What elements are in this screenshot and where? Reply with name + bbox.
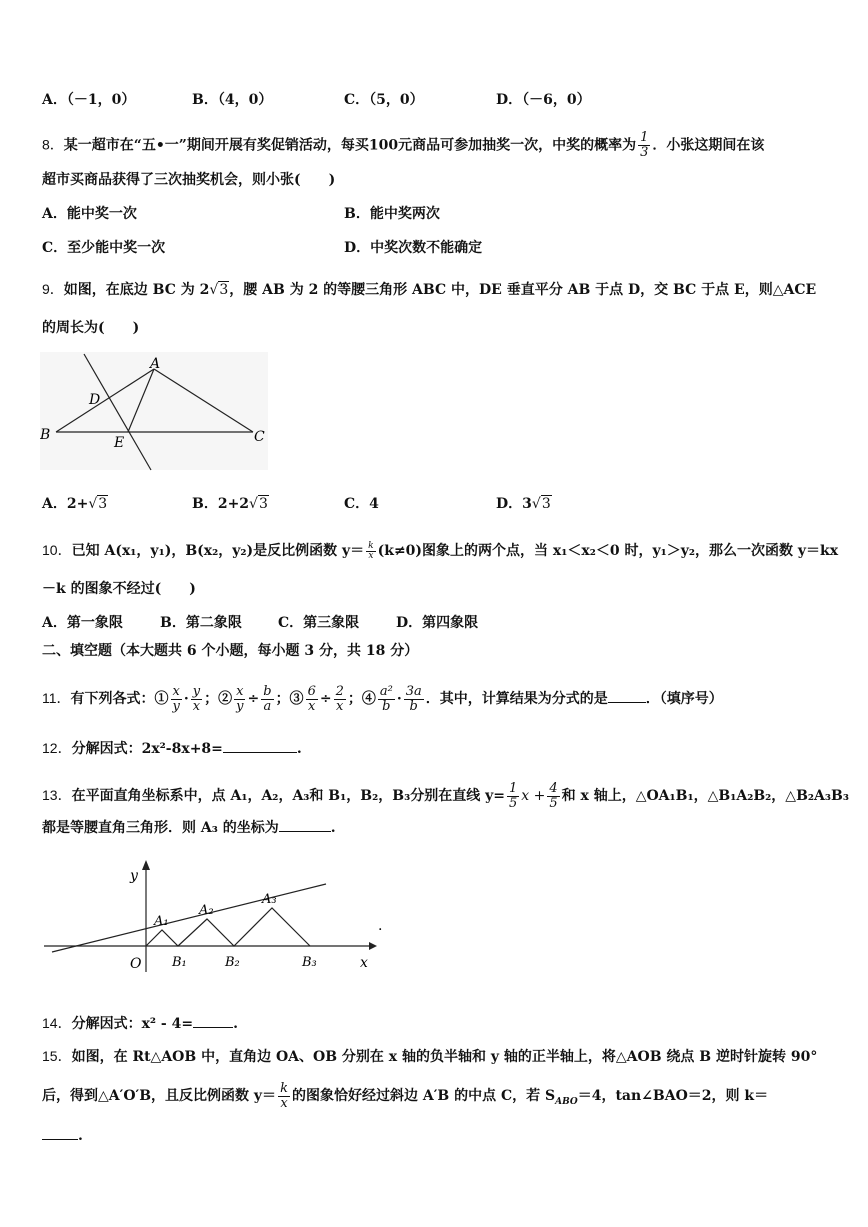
q12-number: 12． [42, 740, 72, 756]
q8-probability-fraction [638, 131, 650, 160]
q13-line1: 13．在平面直角坐标系中，点 A₁，A₂，A₃和 B₁，B₂，B₃分别在直线 y= $\frac{1}{5}$ x + $\frac{4}{5}$ 和 x 轴上，△OA₁B₁，△B₁A₂B₂，△B₂A₃B₃ [42, 780, 849, 811]
q9-option-c: C．4 [344, 496, 379, 512]
q9-label-b: B [40, 427, 51, 443]
q9-option-a: A．2+√3 [42, 496, 108, 512]
q10-text-b: ₁，y₁)，B(x₂，y₂)是反比例函数 y＝ [130, 543, 365, 559]
q10-option-c: C．第三象限 [278, 615, 360, 631]
q11-lead: 有下列各式：① [70, 691, 169, 707]
q9-line1 [42, 279, 816, 300]
q7-option-c: C．（5，0） [344, 92, 424, 108]
q14-answer-blank[interactable] [193, 1027, 233, 1028]
q10-line2: －k 的图象不经过( ) [42, 581, 196, 597]
q10-text-a: 已知 A(x [71, 543, 131, 559]
q10-option-b: B．第二象限 [160, 615, 242, 631]
q10-number: 10． [42, 542, 72, 558]
q8-number: 8． [42, 136, 64, 153]
q8-text: 某一超市在“五•一”期间开展有奖促销活动，每买100元商品可参加抽奖一次，中奖的概率为 [63, 137, 637, 154]
q9-label-a: A [150, 356, 161, 372]
q8-option-d: D．中奖次数不能确定 [344, 240, 483, 256]
q8-frac-den: 3 [640, 145, 649, 160]
q11-number: 11． [42, 690, 71, 706]
q13-label-x: x [360, 955, 368, 971]
q8-text-tail: ．小张这期间在该 [652, 137, 765, 154]
q13-line [52, 884, 326, 952]
q13-label-b1: B₁ [172, 955, 187, 970]
q12-line: 12．分解因式：2x²-8x+8= . [42, 740, 302, 757]
q15-text-line1: 如图，在 Rt△AOB 中，直角边 OA、OB 分别在 x 轴的负半轴和 y 轴的正半轴上，将△AOB 绕点 B 逆时针旋转 90° [71, 1049, 818, 1065]
q12-text: 分解因式：2x²-8x+8= [71, 741, 223, 757]
q9-text-a: 如图，在底边 BC 为 2 [63, 282, 210, 298]
q9-number: 9． [42, 281, 64, 297]
q13-text-a: 在平面直角坐标系中，点 A₁，A₂，A₃和 B₁，B₂，B₃分别在直线 y= [71, 788, 505, 804]
q9-text-b: ，腰 AB 为 2 的等腰三角形 ABC 中，DE 垂直平分 AB 于点 D，交 BC 于点 E，则△ACE [229, 282, 817, 298]
q9-label-d: D [89, 392, 101, 408]
q13-y-axis-arrow [142, 860, 150, 870]
q13-label-a2: A₂ [199, 903, 214, 918]
q12-answer-blank[interactable] [223, 752, 297, 753]
q15-line1 [42, 1046, 817, 1067]
q9-option-d: D．3√3 [496, 496, 551, 512]
q13-x-axis-arrow [369, 942, 377, 950]
q9-label-e: E [114, 435, 125, 451]
q9-label-c: C [254, 429, 265, 445]
q8-option-b: B．能中奖两次 [344, 206, 440, 222]
q10-line1 [42, 540, 838, 561]
q11-tail: ．其中，计算结果为分式的是 [425, 691, 608, 707]
q10-text-c: (k≠0)图象上的两个点，当 x₁＜x₂＜0 时，y₁＞y₂，那么一次函数 y＝kx [377, 543, 839, 559]
q9-option-b: B．2+2√3 [192, 496, 268, 512]
q15-answer-blank[interactable] [42, 1139, 78, 1140]
q13-label-a1: A₁ [154, 914, 169, 929]
q9-triangle-figure [40, 352, 268, 474]
q13-trailing-dot: . [378, 918, 383, 934]
q10-function-fraction: $\frac{k}{x}$ [368, 540, 374, 561]
q8-option-c: C．至少能中奖一次 [42, 240, 166, 256]
q13-label-y: y [130, 868, 138, 884]
q9-line2: 的周长为( ) [42, 320, 140, 336]
q8-line2: 超市买商品获得了三次抽奖机会，则小张( ) [42, 172, 336, 188]
q14-line: 14．分解因式：x² - 4= . [42, 1015, 238, 1032]
q15-number: 15． [42, 1048, 72, 1064]
q10-option-d: D．第四象限 [396, 615, 479, 631]
q11-answer-blank[interactable] [608, 702, 646, 703]
q8-line1 [42, 131, 764, 160]
q7-option-a: A．（－1，0） [42, 92, 136, 108]
q15-line2: 后，得到△A′O′B，且反比例函数 y＝ $\frac{k}{x}$ 的图象恰好经过斜边 A′B 的中点 C，若 $S_{ABO}=4$，tan∠BAO＝2，则 k＝ [42, 1080, 769, 1111]
q11-line: 11．有下列各式：① $\frac{x}{y}$ · $\frac{y}{x}$ ；② $\frac{x}{y}$ ÷ $\frac{b}{a}$ ；③ $\frac{6}{x}$ ÷ $\frac{2}{x}$ ；④ $\frac{\text{a²}}{b}$ · $\frac{3a}{b}$ ．其中，计算结果为分式的是 ．（填序号） [42, 683, 723, 714]
q15-subscript: ABO [555, 1096, 578, 1107]
q13-line2: 都是等腰直角三角形．则 A₃ 的坐标为 . [42, 820, 336, 836]
q15-text-b: 的图象恰好经过斜边 A′B 的中点 C，若 S [291, 1088, 556, 1104]
q13-text-b: 和 x 轴上，△OA₁B₁，△B₁A₂B₂，△B₂A₃B₃ [561, 788, 849, 804]
q7-option-b: B．（4，0） [192, 92, 273, 108]
q15-text-a: 后，得到△A′O′B，且反比例函数 y＝ [42, 1088, 277, 1104]
q11-tail2: ．（填序号） [645, 691, 723, 707]
section-fill-in-heading: 二、填空题（本大题共 6 个小题，每小题 3 分，共 18 分） [42, 643, 419, 659]
q13-number: 13． [42, 787, 72, 803]
q9-sqrt: √3 [209, 282, 229, 298]
q14-number: 14． [42, 1015, 72, 1031]
q8-option-a: A．能中奖一次 [42, 206, 137, 222]
q15-text-c: ＝4，tan∠BAO＝2，则 k＝ [577, 1088, 769, 1104]
q9-sqrt-val: 3 [219, 282, 229, 298]
q13-answer-blank[interactable] [279, 831, 331, 832]
q13-triangles [146, 908, 310, 946]
q13-label-b2: B₂ [225, 955, 240, 970]
q13-label-a3: A₃ [262, 892, 277, 907]
q8-frac-num: 1 [640, 130, 649, 145]
q15-line3: . [42, 1126, 83, 1146]
q7-option-d: D．（－6，0） [496, 92, 591, 108]
q14-text: 分解因式：x² - 4= [71, 1016, 194, 1032]
q13-label-o: O [130, 956, 142, 972]
q13-coordinate-figure [44, 858, 386, 976]
q10-option-a: A．第一象限 [42, 615, 123, 631]
q13-text-line2: 都是等腰直角三角形．则 A₃ 的坐标为 [42, 820, 279, 836]
q13-label-b3: B₃ [302, 955, 317, 970]
